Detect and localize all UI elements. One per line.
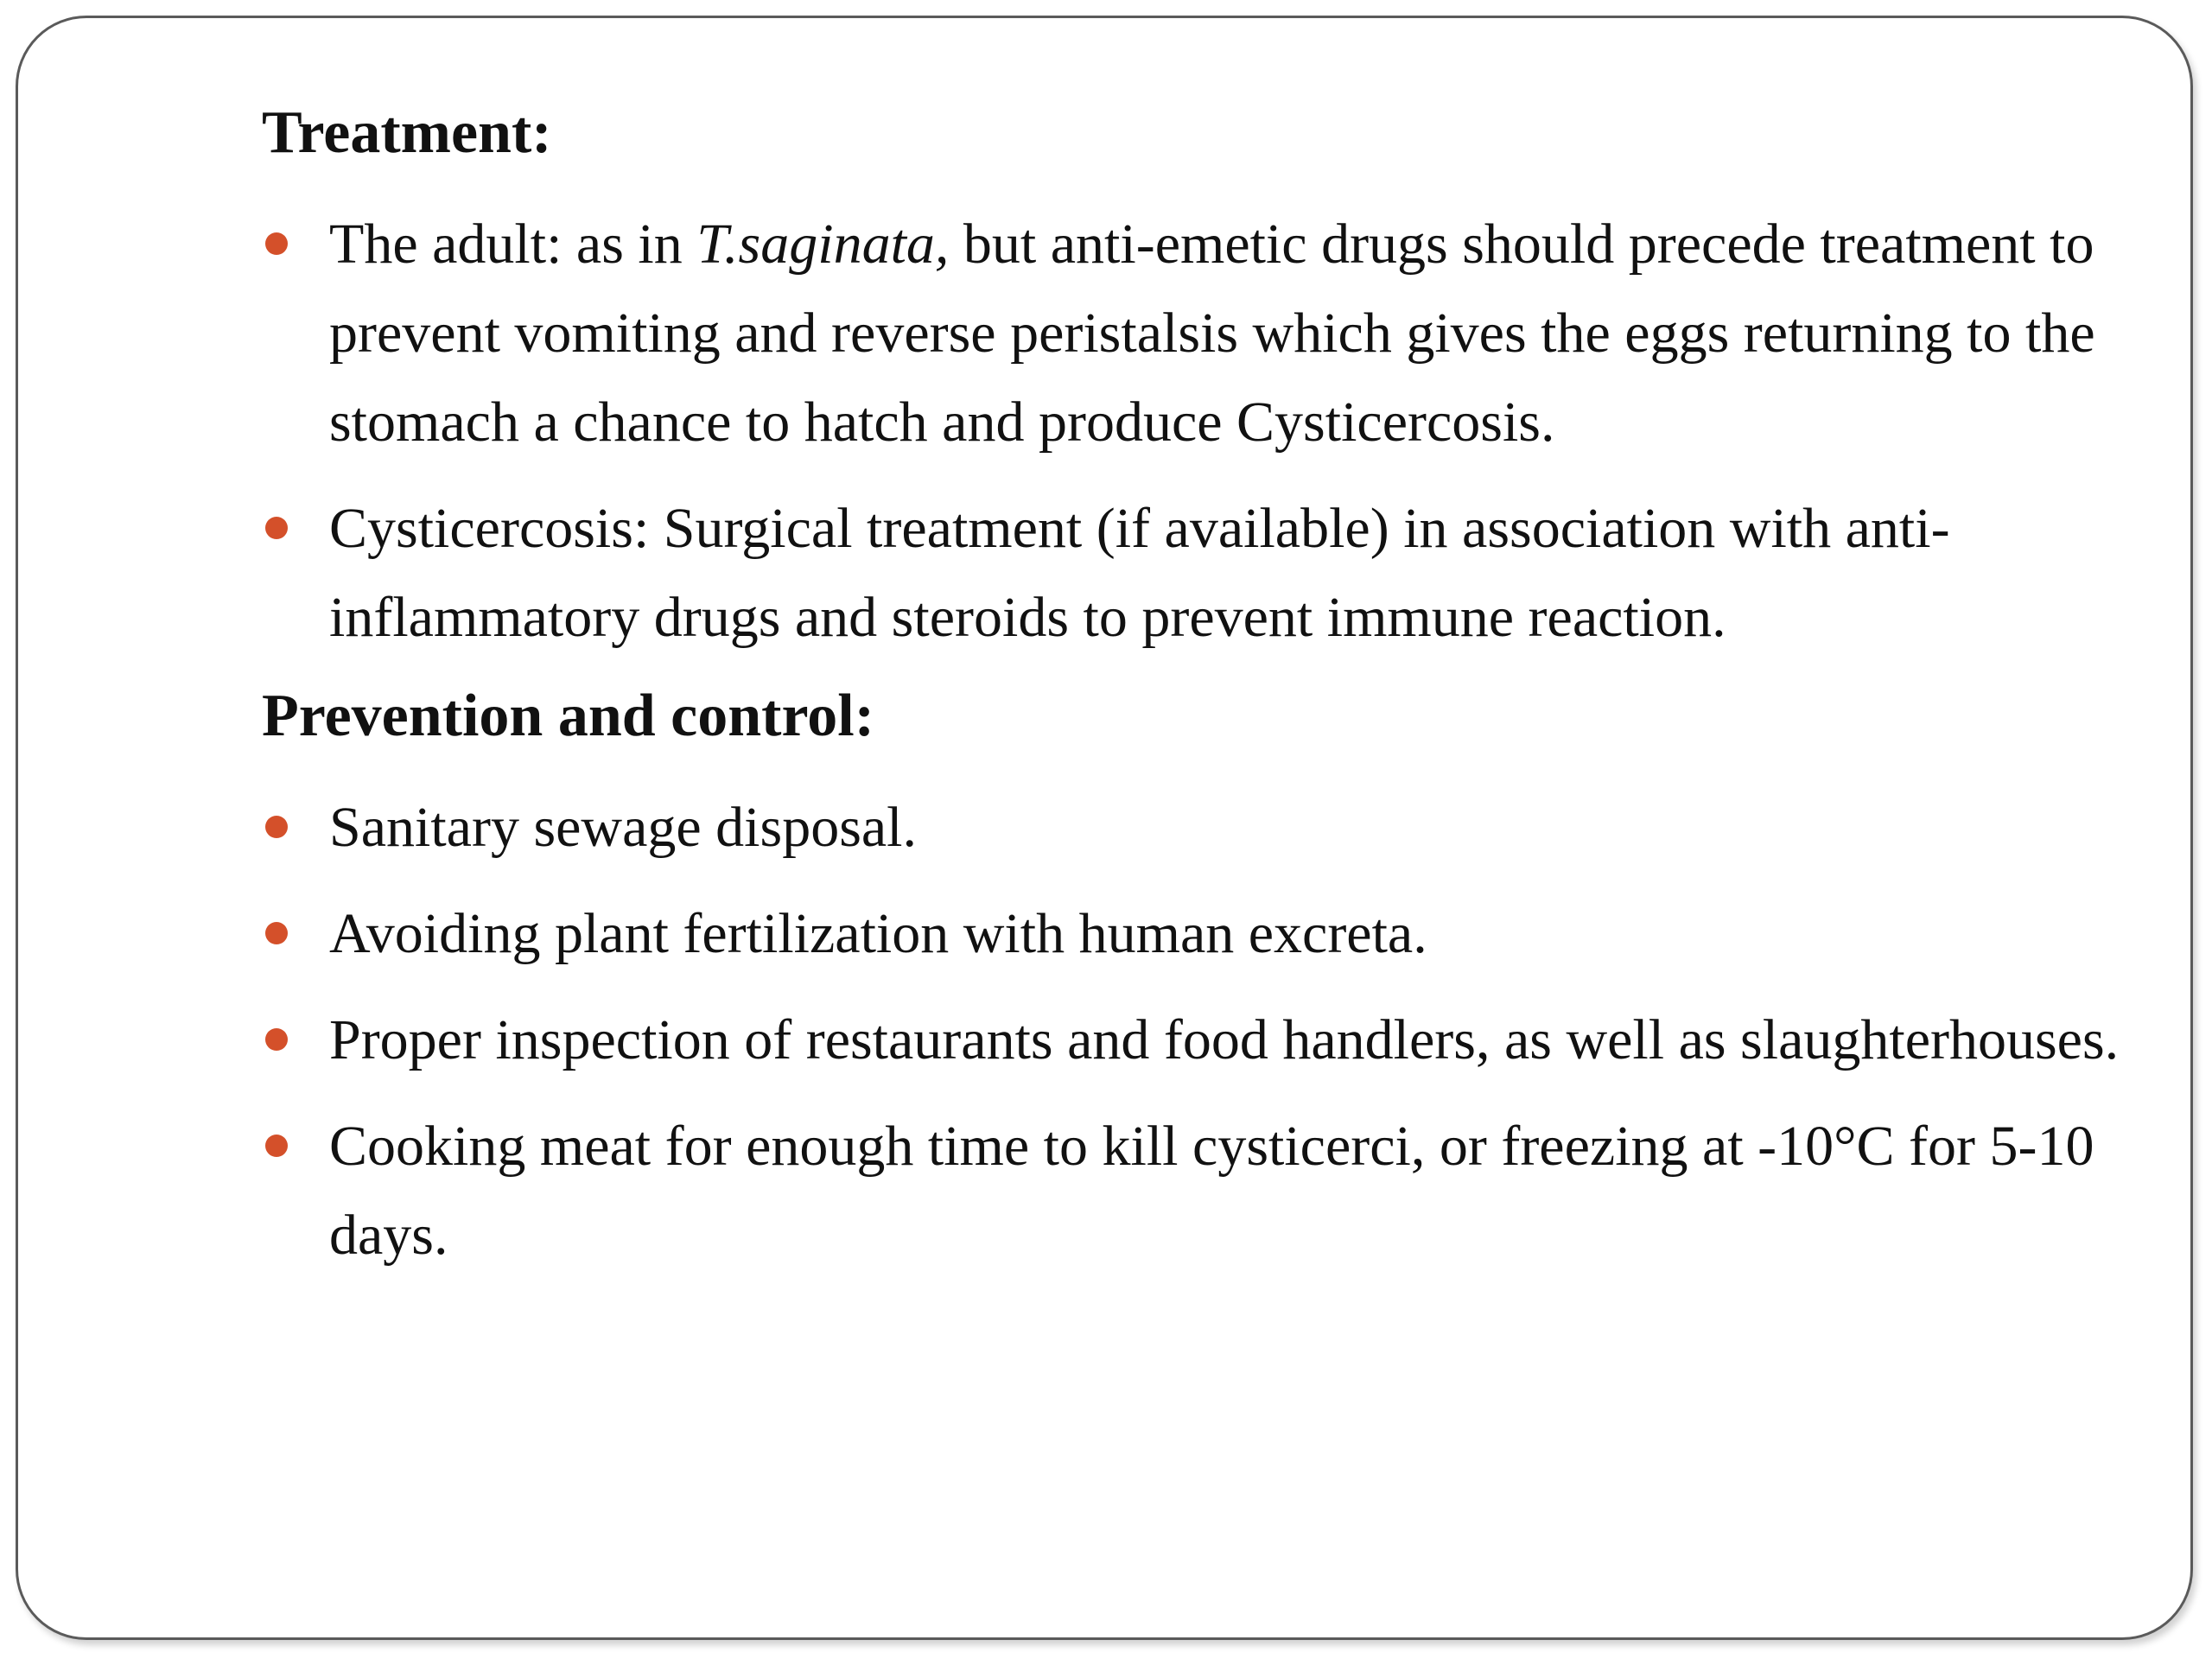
bullet-text: Avoiding plant fertilization with human excreta. — [329, 902, 1427, 965]
treatment-heading: Treatment: — [262, 99, 552, 166]
bullet-text: Cysticercosis: Surgical treatment (if available) in association with anti-inflammatory drugs and steroids to prevent immune reaction. — [329, 497, 1950, 649]
list-item — [262, 484, 2137, 662]
bullet-icon — [265, 1135, 288, 1157]
bullet-text: Sanitary sewage disposal. — [329, 796, 918, 859]
species-name: T.saginata, — [696, 213, 950, 276]
bullet-icon — [265, 816, 288, 838]
list-item — [262, 200, 2137, 467]
bullet-text: Proper inspection of restaurants and food handlers, as well as slaughterhouses. — [329, 1008, 2120, 1071]
slide-content — [262, 89, 2137, 1280]
bullet-text: Cooking meat for enough time to kill cysticerci, or freezing at -10°C for 5-10 days. — [329, 1115, 2094, 1267]
prevention-list — [262, 783, 2137, 1280]
bullet-icon — [265, 1028, 288, 1051]
bullet-icon — [265, 922, 288, 944]
bullet-text-before: The adult: as in — [329, 213, 697, 276]
list-item — [262, 995, 2137, 1084]
bullet-icon — [265, 232, 288, 255]
list-item — [262, 889, 2137, 978]
treatment-list — [262, 200, 2137, 662]
prevention-heading: Prevention and control: — [262, 683, 875, 749]
list-item — [262, 783, 2137, 872]
bullet-text-after: but anti-emetic drugs should precede treatment to prevent vomiting and reverse peristalsis which gives the eggs returning to the stomach a chance to hatch and produce Cysticercosis. — [329, 213, 2095, 454]
bullet-icon — [265, 517, 288, 539]
list-item — [262, 1102, 2137, 1280]
slide-frame — [16, 16, 2193, 1640]
